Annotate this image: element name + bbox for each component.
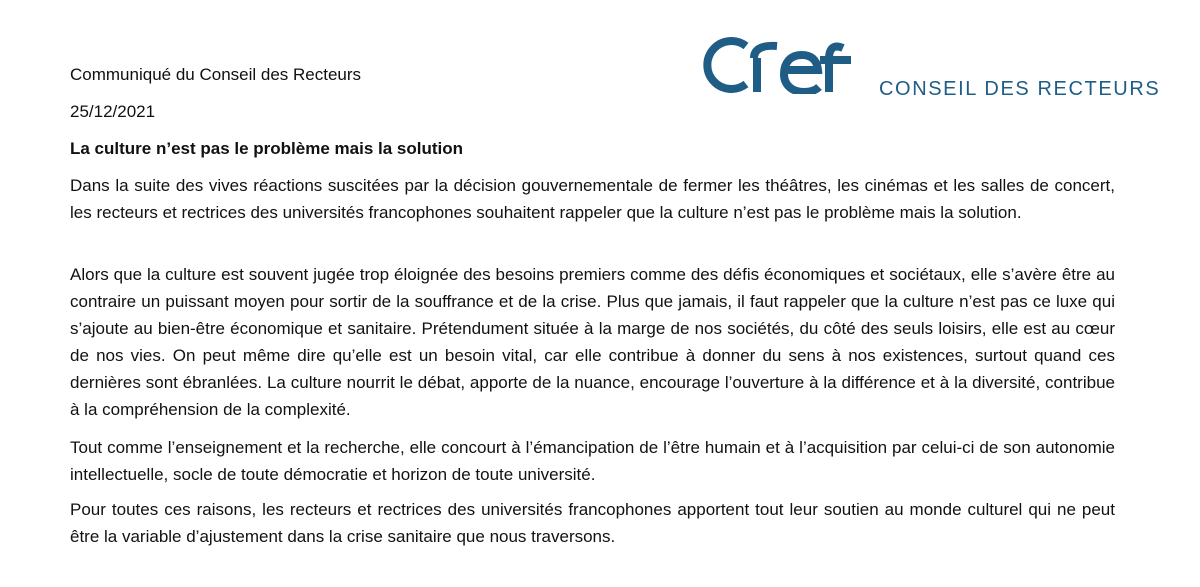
document-title: La culture n’est pas le problème mais la solution: [70, 139, 463, 158]
paragraph-2: Alors que la culture est souvent jugée trop éloignée des besoins premiers comme des défis économiques et sociétaux, elle s’avère être au contraire un puissant moyen pour sortir de la souffrance et de la crise. Plus que jamais, il faut rappeler que la culture n’est pas ce luxe qui s’ajoute au bien-être économique et sanitaire. Prétendument située à la marge de nos sociétés, du côté des seuls loisirs, elle est au cœur de nos vies. On peut même dire qu’elle est un besoin vital, car elle contribue à donner du sens à nos existences, surtout quand ces dernières sont ébranlées. La culture nourrit le débat, apporte de la nuance, encourage l’ouverture à la différence et à la diversité, contribue à la compréhension de la complexité.: [70, 265, 1115, 419]
logo-text: CONSEIL DES RECTEURS: [879, 78, 1161, 100]
publication-date: 25/12/2021: [70, 102, 156, 121]
paragraph-1: Dans la suite des vives réactions suscitées par la décision gouvernementale de fermer les théâtres, les cinémas et les salles de concert, les recteurs et rectrices des universités francophones souhaitent rappeler que la culture n’est pas le problème mais la solution.: [70, 176, 1115, 222]
paragraph-4: Pour toutes ces raisons, les recteurs et rectrices des universités francophones apportent tout leur soutien au monde culturel qui ne peut être la variable d’ajustement dans la crise sanitaire que nous traversons.: [70, 500, 1115, 546]
cref-logo-mark: [698, 34, 858, 94]
paragraph-3: Tout comme l’enseignement et la recherche, elle concourt à l’émancipation de l’être humain et à l’acquisition par celui-ci de son autonomie intellectuelle, socle de toute démocratie et horizon de toute université.: [70, 438, 1115, 484]
communique-label: Communiqué du Conseil des Recteurs: [70, 65, 362, 84]
communique-page: [70, 0, 1161, 587]
cref-logo: [698, 34, 1161, 104]
